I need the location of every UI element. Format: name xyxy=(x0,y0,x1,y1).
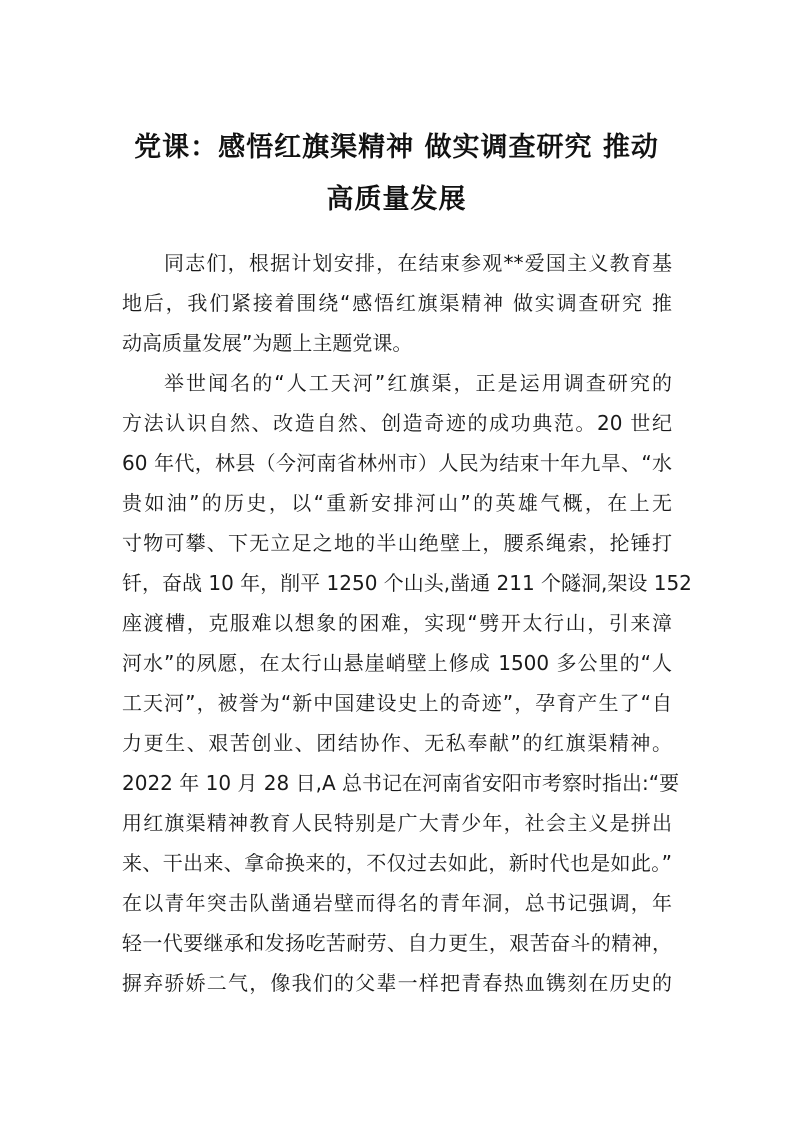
paragraph-line: 60 年代，林县（今河南省林州市）人民为结束十年九旱、“水 xyxy=(122,451,672,475)
paragraph-line: 地后，我们紧接着围绕“感悟红旗渠精神 做实调查研究 推 xyxy=(122,291,672,315)
paragraph-line: 河水”的夙愿，在太行山悬崖峭壁上修成 1500 多公里的“人 xyxy=(122,651,672,675)
paragraph-line: 方法认识自然、改造自然、创造奇迹的成功典范。20 世纪 xyxy=(122,411,672,435)
paragraph-line: 同志们，根据计划安排，在结束参观**爱国主义教育基 xyxy=(164,251,672,275)
paragraph-line: 摒弃骄娇二气，像我们的父辈一样把青春热血镌刻在历史的 xyxy=(122,971,672,995)
paragraph-line: 2022 年 10 月 28 日,A 总书记在河南省安阳市考察时指出:“要 xyxy=(122,771,680,795)
paragraph-line: 来、干出来、拿命换来的，不仅过去如此，新时代也是如此。” xyxy=(122,851,672,875)
paragraph-line: 寸物可攀、下无立足之地的半山绝壁上，腰系绳索，抡锤打 xyxy=(122,531,672,555)
paragraph-line: 举世闻名的“人工天河”红旗渠，正是运用调查研究的 xyxy=(164,371,672,395)
paragraph-line: 用红旗渠精神教育人民特别是广大青少年，社会主义是拼出 xyxy=(122,811,672,835)
paragraph-line: 钎，奋战 10 年，削平 1250 个山头,凿通 211 个隧洞,架设 152 xyxy=(122,571,692,595)
paragraph-line: 座渡槽，克服难以想象的困难，实现“劈开太行山，引来漳 xyxy=(122,611,672,635)
document-title xyxy=(100,122,693,226)
paragraph-line: 贵如油”的历史，以“重新安排河山”的英雄气概，在上无 xyxy=(122,491,672,515)
paragraph-1 xyxy=(122,243,672,363)
paragraph-line: 轻一代要继承和发扬吃苦耐劳、自力更生，艰苦奋斗的精神， xyxy=(122,931,672,955)
title-line-2: 高质量发展 xyxy=(326,184,467,215)
paragraph-line: 在以青年突击队凿通岩壁而得名的青年洞，总书记强调，年 xyxy=(122,891,672,915)
paragraph-2 xyxy=(122,363,692,1003)
paragraph-line: 动高质量发展”为题上主题党课。 xyxy=(122,331,413,355)
title-line-1: 党课：感悟红旗渠精神 做实调查研究 推动 xyxy=(134,132,659,163)
paragraph-line: 力更生、艰苦创业、团结协作、无私奉献”的红旗渠精神。 xyxy=(122,731,672,755)
document-body xyxy=(122,243,692,1003)
paragraph-line: 工天河”，被誉为“新中国建设史上的奇迹”，孕育产生了“自 xyxy=(122,691,672,715)
